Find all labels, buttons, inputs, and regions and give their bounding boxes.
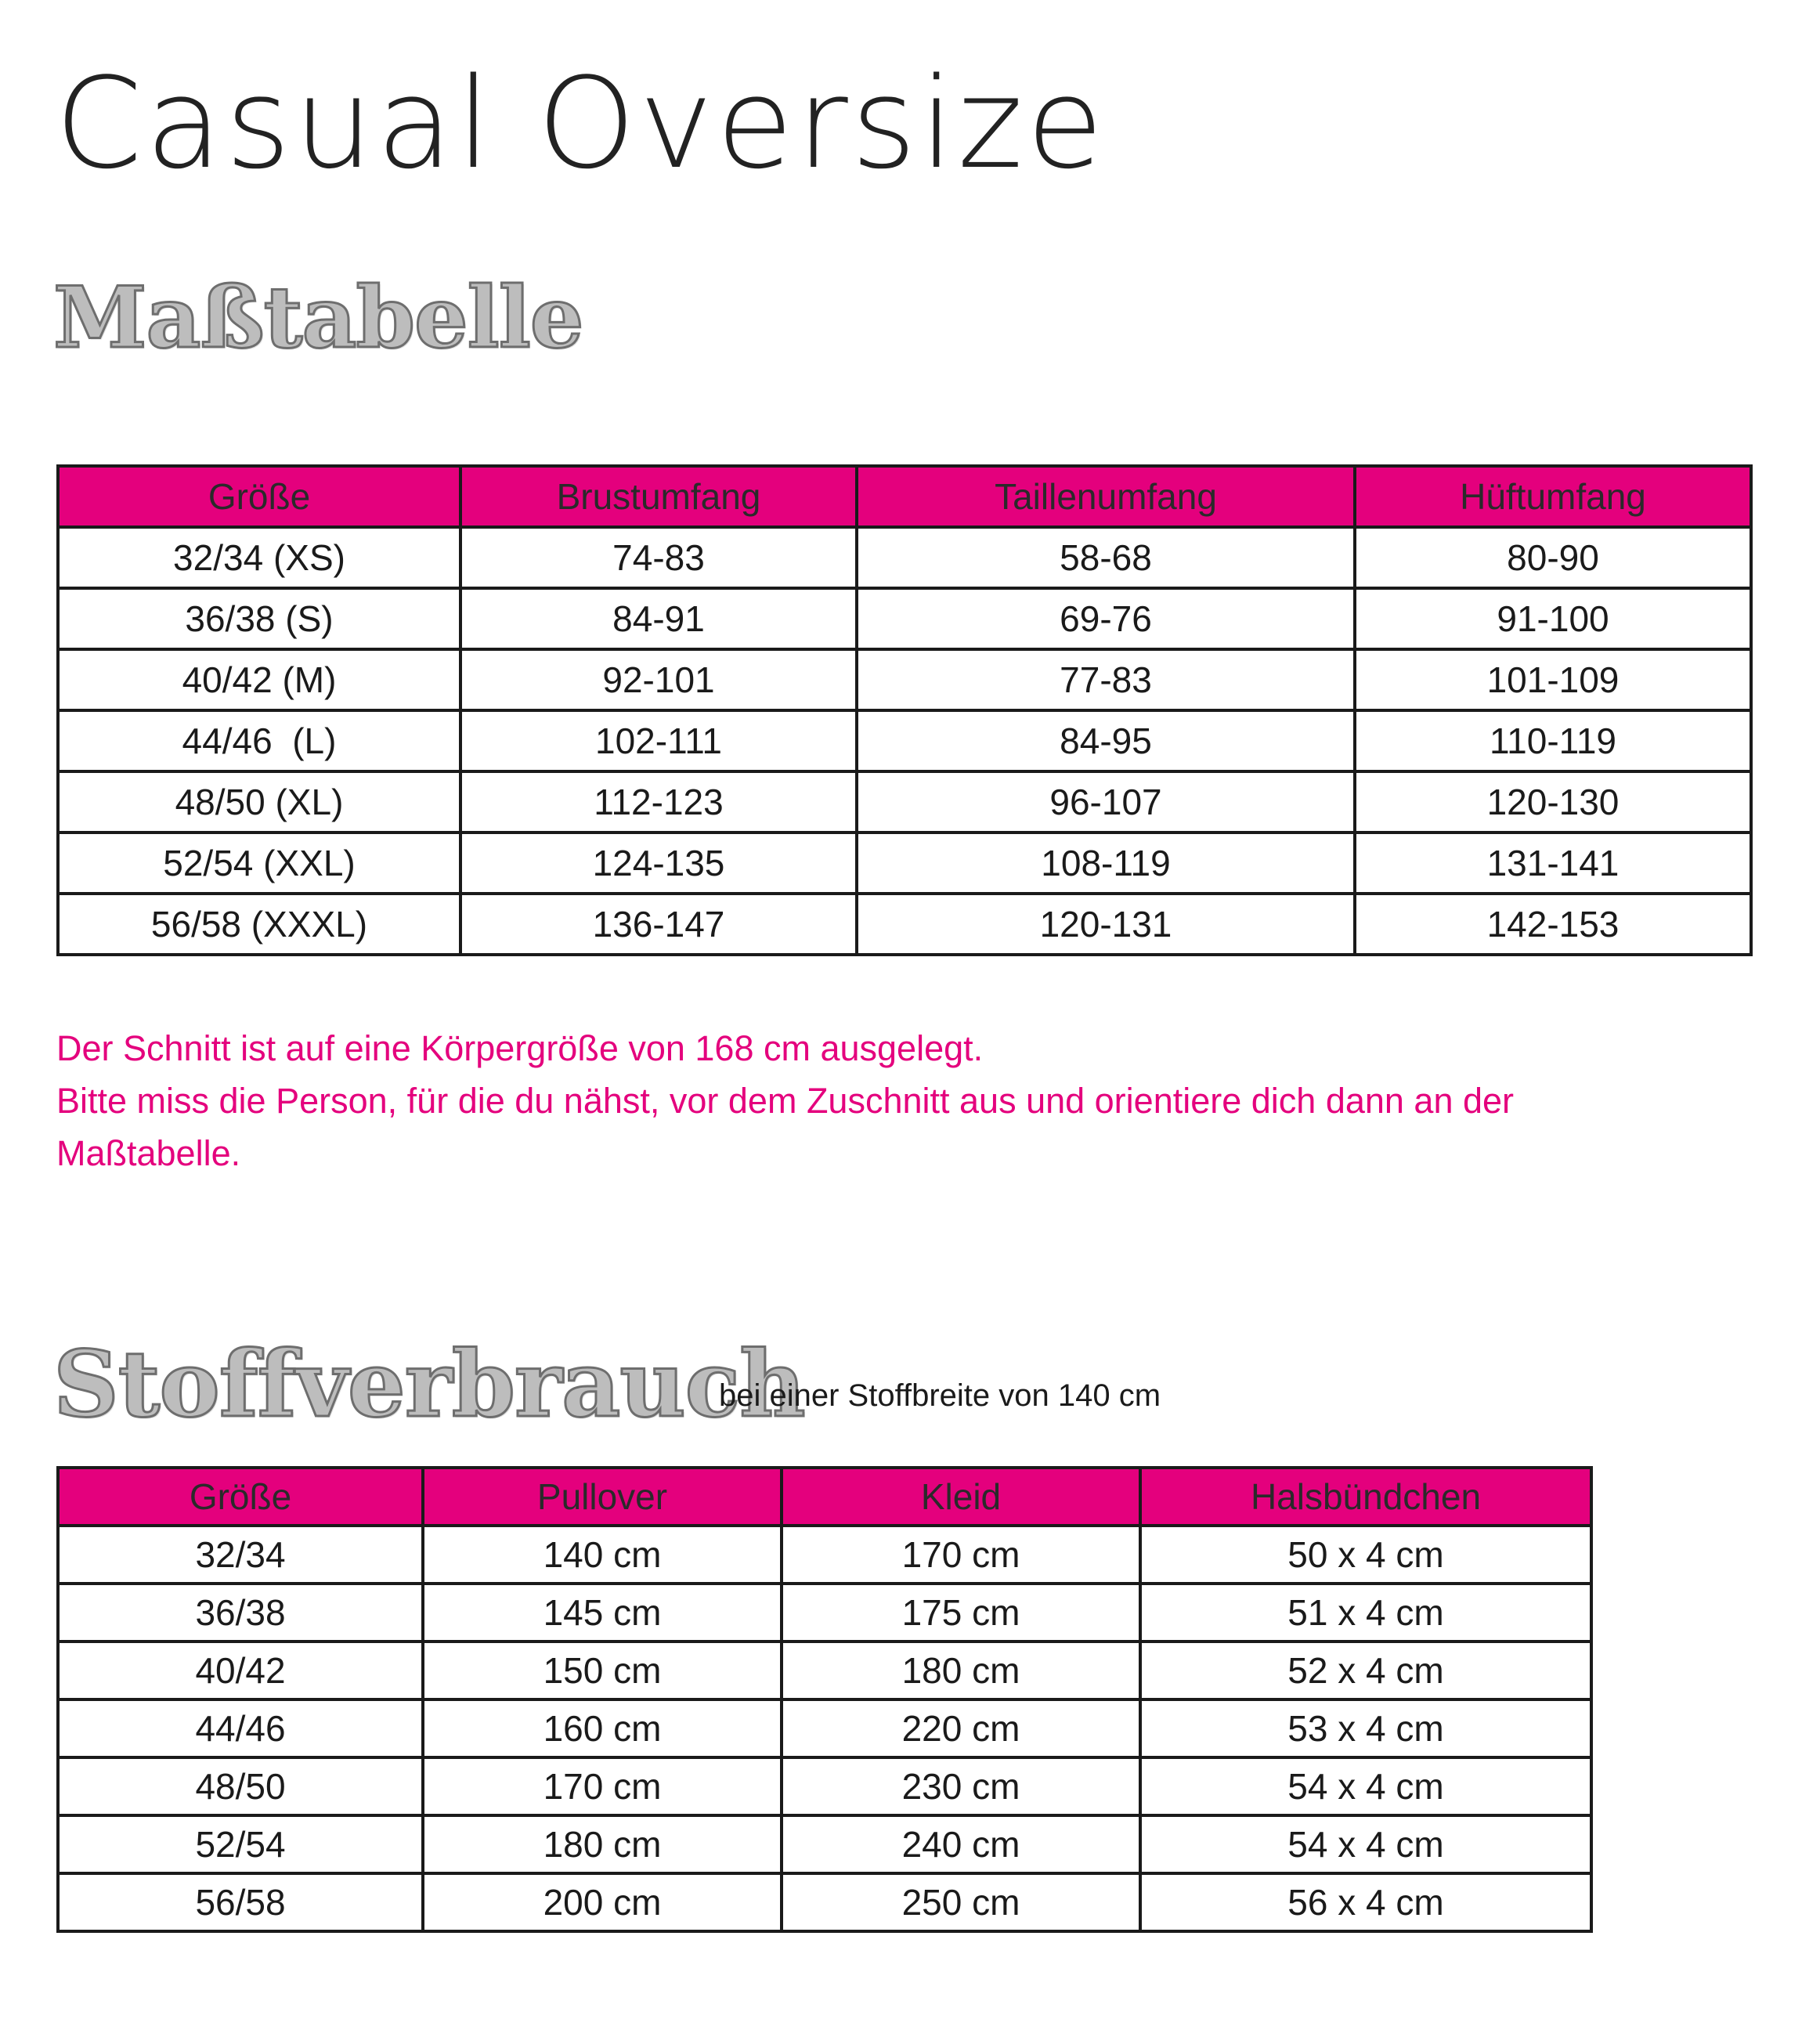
- table-row: [58, 1526, 1591, 1584]
- table-cell: 175 cm: [782, 1584, 1140, 1642]
- note-line: Maßtabelle.: [56, 1133, 241, 1173]
- table-cell: 145 cm: [423, 1584, 782, 1642]
- table-cell: 51 x 4 cm: [1140, 1584, 1591, 1642]
- page-title: Casual Oversize: [55, 50, 1107, 197]
- table-row: [58, 710, 1751, 771]
- table-cell: 74-83: [460, 527, 857, 588]
- header-cell: Halsbündchen: [1140, 1468, 1591, 1526]
- table-row: [58, 771, 1751, 832]
- table-cell: 44/46 (L): [58, 710, 460, 771]
- table-row: [58, 1815, 1591, 1873]
- fabric-usage-heading: Stoffverbrauch: [53, 1331, 805, 1438]
- header-cell: Brustumfang: [460, 466, 857, 527]
- note-line: Bitte miss die Person, für die du nähst, vor dem Zuschnitt aus und orientiere dich dann an der: [56, 1081, 1515, 1121]
- header-cell: Hüftumfang: [1355, 466, 1751, 527]
- table-cell: 36/38 (S): [58, 588, 460, 649]
- header-cell: Kleid: [782, 1468, 1140, 1526]
- table-cell: 180 cm: [423, 1815, 782, 1873]
- table-cell: 108-119: [857, 832, 1355, 894]
- table-cell: 56 x 4 cm: [1140, 1873, 1591, 1931]
- table-cell: 96-107: [857, 771, 1355, 832]
- fabric-usage-table: [56, 1466, 1593, 1933]
- table-cell: 44/46: [58, 1699, 423, 1757]
- table-row: [58, 649, 1751, 710]
- table-row: [58, 1757, 1591, 1815]
- table-cell: 124-135: [460, 832, 857, 894]
- table-row: [58, 1584, 1591, 1642]
- table-cell: 180 cm: [782, 1642, 1140, 1699]
- table-cell: 56/58 (XXXL): [58, 894, 460, 955]
- table-cell: 56/58: [58, 1873, 423, 1931]
- table-cell: 250 cm: [782, 1873, 1140, 1931]
- header-cell: Pullover: [423, 1468, 782, 1526]
- table-cell: 32/34: [58, 1526, 423, 1584]
- table-row: [58, 588, 1751, 649]
- table-cell: 52/54 (XXL): [58, 832, 460, 894]
- table-cell: 50 x 4 cm: [1140, 1526, 1591, 1584]
- table-cell: 84-95: [857, 710, 1355, 771]
- table-cell: 170 cm: [782, 1526, 1140, 1584]
- table-row: [58, 1699, 1591, 1757]
- table-cell: 136-147: [460, 894, 857, 955]
- table-cell: 102-111: [460, 710, 857, 771]
- table-row: [58, 832, 1751, 894]
- size-chart-table: [56, 464, 1753, 956]
- table-cell: 160 cm: [423, 1699, 782, 1757]
- table-cell: 77-83: [857, 649, 1355, 710]
- table-cell: 69-76: [857, 588, 1355, 649]
- table-cell: 170 cm: [423, 1757, 782, 1815]
- table-cell: 92-101: [460, 649, 857, 710]
- table-row: [58, 527, 1751, 588]
- table-cell: 48/50 (XL): [58, 771, 460, 832]
- table-cell: 110-119: [1355, 710, 1751, 771]
- table-cell: 80-90: [1355, 527, 1751, 588]
- note-line: Der Schnitt ist auf eine Körpergröße von 168 cm ausgelegt.: [56, 1028, 984, 1068]
- table-cell: 150 cm: [423, 1642, 782, 1699]
- table-cell: 140 cm: [423, 1526, 782, 1584]
- table-cell: 84-91: [460, 588, 857, 649]
- size-chart-heading: Maßtabelle: [53, 269, 583, 367]
- table-cell: 53 x 4 cm: [1140, 1699, 1591, 1757]
- table-cell: 52 x 4 cm: [1140, 1642, 1591, 1699]
- header-cell: Taillenumfang: [857, 466, 1355, 527]
- fitting-note: [56, 1022, 1764, 1179]
- table-cell: 101-109: [1355, 649, 1751, 710]
- table-cell: 230 cm: [782, 1757, 1140, 1815]
- header-cell: Größe: [58, 1468, 423, 1526]
- table-cell: 120-131: [857, 894, 1355, 955]
- table-cell: 220 cm: [782, 1699, 1140, 1757]
- table-cell: 91-100: [1355, 588, 1751, 649]
- table-cell: 240 cm: [782, 1815, 1140, 1873]
- table-cell: 142-153: [1355, 894, 1751, 955]
- table-cell: 112-123: [460, 771, 857, 832]
- table-row: [58, 1873, 1591, 1931]
- table-row: [58, 894, 1751, 955]
- fabric-width-note: bei einer Stoffbreite von 140 cm: [719, 1378, 1161, 1413]
- header-cell: Größe: [58, 466, 460, 527]
- table-cell: 54 x 4 cm: [1140, 1757, 1591, 1815]
- table-cell: 40/42: [58, 1642, 423, 1699]
- table-cell: 48/50: [58, 1757, 423, 1815]
- table-cell: 200 cm: [423, 1873, 782, 1931]
- table-cell: 58-68: [857, 527, 1355, 588]
- table-header-row: [58, 1468, 1591, 1526]
- table-cell: 131-141: [1355, 832, 1751, 894]
- table-cell: 120-130: [1355, 771, 1751, 832]
- table-cell: 32/34 (XS): [58, 527, 460, 588]
- table-cell: 40/42 (M): [58, 649, 460, 710]
- table-cell: 52/54: [58, 1815, 423, 1873]
- table-header-row: [58, 466, 1751, 527]
- table-cell: 54 x 4 cm: [1140, 1815, 1591, 1873]
- table-cell: 36/38: [58, 1584, 423, 1642]
- table-row: [58, 1642, 1591, 1699]
